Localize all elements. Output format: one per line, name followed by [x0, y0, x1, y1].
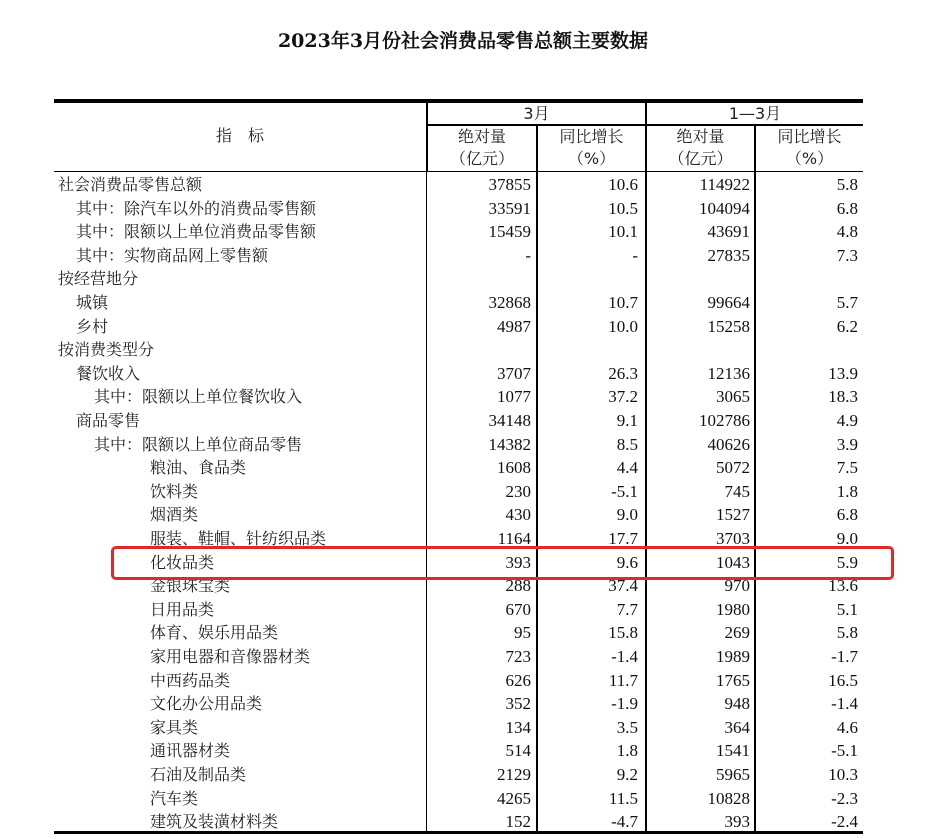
- table-row: [54, 621, 863, 645]
- ytd-abs-value: 1980: [716, 599, 750, 619]
- march-abs-value: 2129: [497, 765, 531, 784]
- ytd-abs-value: 43691: [707, 222, 750, 242]
- row-label: 粮油、食品类: [150, 458, 247, 478]
- ytd-yoy-value: 10.3: [828, 765, 858, 784]
- march-abs-value: 32868: [488, 293, 531, 312]
- row-label: 按消费类型分: [58, 340, 155, 360]
- ytd-abs-value: 1989: [716, 647, 750, 666]
- ytd-yoy-value: 4.6: [836, 717, 858, 737]
- ytd-abs-value: 27835: [707, 245, 750, 265]
- march-yoy-value: -5.1: [611, 481, 638, 501]
- march-yoy-value: 9.6: [616, 552, 638, 572]
- march-yoy-value: 10.1: [608, 222, 638, 242]
- march-abs-value: 514: [505, 741, 531, 761]
- table-row: [54, 197, 863, 221]
- ytd-yoy-value: 9.0: [836, 529, 858, 548]
- table-row: [54, 338, 863, 362]
- row-label: 饮料类: [150, 481, 199, 501]
- march-yoy-value: 15.8: [608, 623, 638, 643]
- march-abs-value: 33591: [488, 198, 531, 218]
- march-abs-value: 352: [505, 694, 531, 714]
- ytd-yoy-value: 1.8: [836, 481, 858, 501]
- table-row: [54, 787, 863, 811]
- march-yoy-value: 37.4: [608, 576, 638, 596]
- ytd-yoy-value: 5.7: [836, 293, 858, 312]
- ytd-abs-value: 102786: [699, 411, 750, 430]
- ytd-yoy-value: 4.9: [836, 411, 858, 430]
- march-abs-value: 230: [505, 481, 531, 501]
- march-abs-value: 723: [505, 647, 531, 666]
- march-abs-value: 393: [505, 552, 531, 572]
- ytd-yoy-value: 5.8: [836, 623, 858, 643]
- march-abs-value: 134: [505, 717, 531, 737]
- ytd-abs-value: 1541: [716, 741, 750, 761]
- row-label: 汽车类: [150, 788, 199, 808]
- ytd-abs-value: 393: [724, 812, 750, 832]
- yoy-unit: （%）: [567, 149, 616, 168]
- table-row: [54, 385, 863, 409]
- row-label: 其中：限额以上单位消费品零售额: [76, 222, 317, 242]
- march-yoy-value: 10.5: [608, 198, 638, 218]
- ytd-abs-value: 3703: [716, 529, 750, 548]
- ytd-abs-value: 1765: [716, 670, 750, 690]
- row-label: 建筑及装潢材料类: [150, 812, 279, 832]
- table-row: [54, 692, 863, 716]
- march-abs-value: 1608: [497, 458, 531, 478]
- march-group-header: 3月: [523, 104, 550, 123]
- row-label: 其中：限额以上单位商品零售: [94, 434, 303, 454]
- table-row: [54, 173, 863, 197]
- march-yoy-value: 10.7: [608, 293, 638, 312]
- row-label: 餐饮收入: [76, 363, 141, 383]
- row-label: 家用电器和音像器材类: [150, 647, 311, 666]
- yoy-label: 同比增长: [777, 127, 842, 146]
- march-yoy-value: 3.5: [616, 717, 638, 737]
- table-row: [54, 716, 863, 740]
- row-label: 中西药品类: [150, 670, 231, 690]
- march-yoy-value: -4.7: [611, 812, 638, 832]
- table-header: [54, 103, 863, 171]
- table-row: [54, 503, 863, 527]
- march-yoy-value: 10.6: [608, 175, 638, 194]
- row-label: 城镇: [76, 293, 109, 312]
- ytd-abs-value: 948: [724, 694, 750, 714]
- table-row: [54, 739, 863, 763]
- march-abs-value: 670: [505, 599, 531, 619]
- ytd-yoy-value: 13.6: [828, 576, 858, 596]
- row-label: 其中：实物商品网上零售额: [76, 245, 269, 265]
- march-abs-value: 626: [505, 670, 531, 690]
- march-abs-value: 15459: [488, 222, 531, 242]
- row-label: 按经营地分: [58, 269, 139, 289]
- march-yoy-value: 4.4: [616, 458, 638, 478]
- table-row: [54, 315, 863, 339]
- march-abs-value: 14382: [488, 434, 531, 454]
- row-label: 社会消费品零售总额: [58, 175, 203, 194]
- row-label: 通讯器材类: [150, 741, 231, 761]
- row-label: 其中：限额以上单位餐饮收入: [94, 387, 303, 407]
- march-yoy-value: -1.4: [611, 647, 638, 666]
- ytd-abs-value: 1043: [716, 552, 750, 572]
- abs-label: 绝对量: [676, 127, 725, 146]
- ytd-abs-value: 40626: [707, 434, 750, 454]
- march-yoy-value: -: [632, 245, 638, 265]
- ytd-yoy-value: 4.8: [836, 222, 858, 242]
- table-row: [54, 433, 863, 457]
- march-yoy-value: 7.7: [616, 599, 638, 619]
- ytd-abs-value: 3065: [716, 387, 750, 407]
- row-label: 文化办公用品类: [150, 694, 263, 714]
- table-row: [54, 362, 863, 386]
- abs-label: 绝对量: [457, 127, 506, 146]
- table-row: [54, 456, 863, 480]
- ytd-yoy-value: 5.1: [836, 599, 858, 619]
- ytd-abs-value: 10828: [707, 788, 750, 808]
- ytd-yoy-value: 18.3: [828, 387, 858, 407]
- table-row: [54, 409, 863, 433]
- ytd-yoy-value: -1.4: [831, 694, 858, 714]
- table-row: [54, 574, 863, 598]
- ytd-abs-value: 99664: [707, 293, 750, 312]
- march-abs-value: 4987: [497, 316, 531, 336]
- row-label: 烟酒类: [150, 505, 199, 525]
- ytd-group-header: 1—3月: [728, 104, 782, 123]
- ytd-abs-value: 12136: [707, 363, 750, 383]
- ytd-abs-value: 745: [724, 481, 750, 501]
- header-bottom-rule: [54, 171, 863, 172]
- march-yoy-value: 1.8: [616, 741, 638, 761]
- march-abs-value: 37855: [488, 175, 531, 194]
- march-abs-value: 34148: [488, 411, 531, 430]
- march-yoy-value: 8.5: [616, 434, 638, 454]
- table-row: [54, 598, 863, 622]
- ytd-abs-value: 15258: [707, 316, 750, 336]
- ytd-yoy-value: 5.9: [836, 552, 858, 572]
- ytd-abs-value: 104094: [699, 198, 750, 218]
- ytd-yoy-value: 7.5: [836, 458, 858, 478]
- yoy-unit: （%）: [785, 149, 834, 168]
- march-yoy-value: 9.1: [616, 411, 638, 430]
- ytd-yoy-value: 6.8: [836, 505, 858, 525]
- table-bottom-border: [54, 831, 863, 834]
- abs-unit: （亿元）: [449, 149, 514, 168]
- march-yoy-value: 37.2: [608, 387, 638, 407]
- march-abs-value: 4265: [497, 788, 531, 808]
- march-abs-value: 152: [505, 812, 531, 832]
- page-title: 2023年3月份社会消费品零售总额主要数据: [277, 30, 649, 52]
- march-yoy-header: [538, 126, 645, 170]
- table-row: [54, 244, 863, 268]
- ytd-yoy-value: 16.5: [828, 670, 858, 690]
- table-row: [54, 291, 863, 315]
- march-abs-value: 95: [514, 623, 531, 643]
- march-yoy-value: -1.9: [611, 694, 638, 714]
- march-abs-value: 430: [505, 505, 531, 525]
- abs-unit: （亿元）: [668, 149, 733, 168]
- ytd-yoy-value: 6.8: [836, 198, 858, 218]
- ytd-yoy-value: 3.9: [836, 434, 858, 454]
- row-label: 体育、娱乐用品类: [150, 623, 279, 643]
- ytd-yoy-value: -1.7: [831, 647, 858, 666]
- row-label: 石油及制品类: [150, 765, 247, 784]
- row-label: 日用品类: [150, 599, 215, 619]
- ytd-abs-value: 1527: [716, 505, 750, 525]
- march-yoy-value: 26.3: [608, 363, 638, 383]
- ytd-abs-value: 5965: [716, 765, 750, 784]
- ytd-abs-header: [647, 126, 754, 170]
- table-row: [54, 220, 863, 244]
- table-row: [54, 645, 863, 669]
- march-yoy-value: 11.5: [608, 788, 638, 808]
- row-label: 服装、鞋帽、针纺织品类: [150, 529, 327, 548]
- table-row: [54, 763, 863, 787]
- indicator-header: 指 标: [215, 126, 264, 145]
- ytd-yoy-value: -2.4: [831, 812, 858, 832]
- row-label: 家具类: [150, 717, 199, 737]
- ytd-yoy-value: 5.8: [836, 175, 858, 194]
- yoy-label: 同比增长: [559, 127, 624, 146]
- ytd-yoy-value: 13.9: [828, 363, 858, 383]
- march-abs-value: 3707: [497, 363, 531, 383]
- march-abs-value: 1077: [497, 387, 531, 407]
- ytd-abs-value: 364: [724, 717, 750, 737]
- march-yoy-value: 10.0: [608, 316, 638, 336]
- ytd-abs-value: 269: [724, 623, 750, 643]
- march-yoy-value: 11.7: [608, 670, 638, 690]
- row-label: 其中：除汽车以外的消费品零售额: [76, 198, 317, 218]
- march-yoy-value: 17.7: [608, 529, 638, 548]
- ytd-yoy-value: 7.3: [836, 245, 858, 265]
- row-label: 商品零售: [76, 411, 141, 430]
- table-row: [54, 551, 863, 575]
- ytd-abs-value: 114922: [699, 175, 750, 194]
- march-abs-value: -: [525, 245, 531, 265]
- march-abs-header: [428, 126, 536, 170]
- row-label: 化妆品类: [150, 552, 215, 572]
- march-yoy-value: 9.0: [616, 505, 638, 525]
- ytd-yoy-header: [756, 126, 863, 170]
- table-row: [54, 669, 863, 693]
- table-row: [54, 480, 863, 504]
- ytd-yoy-value: -2.3: [831, 788, 858, 808]
- ytd-yoy-value: -5.1: [831, 741, 858, 761]
- ytd-abs-value: 970: [724, 576, 750, 596]
- march-yoy-value: 9.2: [616, 765, 638, 784]
- ytd-yoy-value: 6.2: [836, 316, 858, 336]
- march-abs-value: 1164: [497, 529, 531, 548]
- march-abs-value: 288: [505, 576, 531, 596]
- ytd-abs-value: 5072: [716, 458, 750, 478]
- table-row: [54, 267, 863, 291]
- row-label: 乡村: [76, 316, 109, 336]
- row-label: 金银珠宝类: [150, 576, 231, 596]
- table-row: [54, 527, 863, 551]
